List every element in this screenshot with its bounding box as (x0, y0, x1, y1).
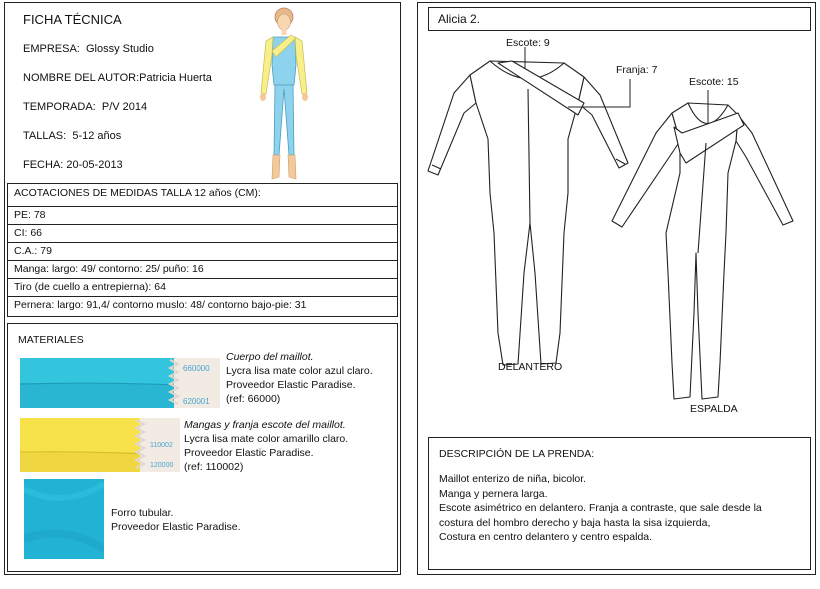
measurement-row: Manga: largo: 49/ contorno: 25/ puño: 16 (8, 260, 397, 278)
material-desc-3: Forro tubular. Proveedor Elastic Paradise. (111, 507, 241, 533)
description-box (428, 437, 811, 570)
description-body: Maillot enterizo de niña, bicolor. Manga y pernera larga. Escote asimétrico en delantero. Franja a contraste, que sale desde la costura del hombro derecho y baja hasta la sisa izquierda, Costura en centro delantero y centro espalda. (439, 473, 762, 543)
material-desc-2: Mangas y franja escote del maillot. Lycra lisa mate color amarillo claro. Proveedor Elastic Paradise. (ref: 110002) (184, 419, 349, 473)
materials-title: MATERIALES (18, 334, 84, 346)
left-panel (4, 2, 401, 575)
field-temporada: TEMPORADA: P/V 2014 (23, 101, 148, 113)
model-title: Alicia 2. (438, 12, 481, 26)
fabric-swatch-lining (24, 479, 104, 559)
fabric-swatch-blue (20, 358, 220, 408)
front-label: DELANTERO (498, 361, 563, 373)
annotation-escote-front: Escote: 9 (506, 37, 550, 49)
fabric-swatch-yellow (20, 418, 180, 472)
model-illustration (250, 5, 316, 183)
measurement-row: C.A.: 79 (8, 242, 397, 260)
swatch-tag-top: 110002 (150, 442, 173, 449)
measurement-row: PE: 78 (8, 206, 397, 224)
measurements-table (7, 183, 398, 317)
technical-flat-drawing (418, 33, 817, 423)
swatch-tag-top: 660000 (183, 364, 210, 373)
field-autor: NOMBRE DEL AUTOR:Patricia Huerta (23, 72, 212, 84)
material-desc-1: Cuerpo del maillot. Lycra lisa mate color azul claro. Proveedor Elastic Paradise. (ref: 66000) (226, 351, 373, 405)
swatch-tag-bottom: 620001 (183, 397, 210, 406)
measurement-row: Pernera: largo: 91,4/ contorno muslo: 48/ contorno bajo-pie: 31 (8, 296, 397, 314)
model-title-box (428, 7, 811, 31)
field-fecha: FECHA: 20-05-2013 (23, 159, 123, 171)
swatch-tag-bottom: 120000 (150, 462, 174, 469)
measurements-title: ACOTACIONES DE MEDIDAS TALLA 12 años (CM): (14, 187, 261, 199)
field-tallas: TALLAS: 5-12 años (23, 130, 122, 142)
measurement-row: CI: 66 (8, 224, 397, 242)
measurement-row: Tiro (de cuello a entrepierna): 64 (8, 278, 397, 296)
description-title: DESCRIPCIÓN DE LA PRENDA: (439, 448, 595, 460)
annotation-escote-back: Escote: 15 (689, 76, 739, 88)
right-panel (417, 2, 816, 575)
materials-box (7, 323, 398, 572)
sheet-title: FICHA TÉCNICA (23, 12, 122, 27)
annotation-franja: Franja: 7 (616, 64, 658, 76)
back-label: ESPALDA (690, 403, 738, 415)
field-empresa: EMPRESA: Glossy Studio (23, 43, 154, 55)
